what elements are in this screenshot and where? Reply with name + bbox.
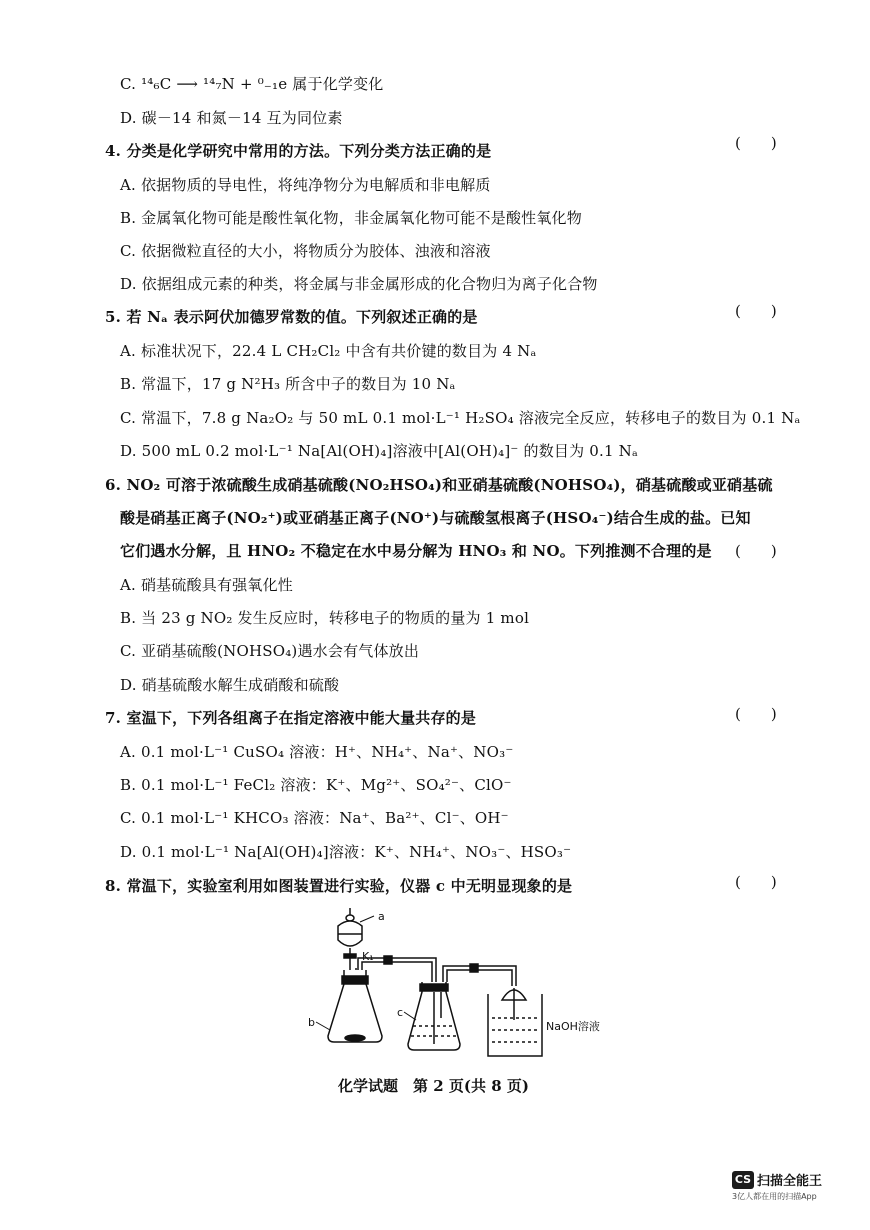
question-4: 4. 分类是化学研究中常用的方法。下列分类方法正确的是	[105, 142, 492, 160]
q4-option-d: D. 依据组成元素的种类，将金属与非金属形成的化合物归为离子化合物	[120, 275, 598, 293]
conical-flask-c	[408, 982, 460, 1050]
q6-option-a: A. 硝基硫酸具有强氧化性	[120, 576, 293, 594]
question-6-line-3: 它们遇水分解，且 HNO₂ 不稳定在水中易分解为 HNO₃ 和 NO。下列推测不合理的是	[120, 542, 712, 560]
watermark-name: 扫描全能王	[757, 1174, 823, 1189]
q4-option-c: C. 依据微粒直径的大小，将物质分为胶体、浊液和溶液	[120, 242, 491, 260]
q7-option-a: A. 0.1 mol·L⁻¹ CuSO₄ 溶液：H⁺、NH₄⁺、Na⁺、NO₃⁻	[120, 743, 514, 761]
q5-option-b: B. 常温下，17 g N²H₃ 所含中子的数目为 10 Nₐ	[120, 375, 456, 393]
question-8: 8. 常温下，实验室利用如图装置进行实验，仪器 c 中无明显现象的是	[105, 877, 573, 895]
q6-option-c: C. 亚硝基硫酸(NOHSO₄)遇水会有气体放出	[120, 642, 420, 660]
scanner-watermark	[732, 1169, 822, 1202]
answer-bracket-5: ( )	[735, 302, 777, 320]
conical-flask-b	[328, 968, 382, 1042]
watermark-subtitle: 3亿人都在用的扫描App	[732, 1192, 817, 1201]
label-c: c	[397, 1006, 404, 1019]
q4-option-a: A. 依据物质的导电性，将纯净物分为电解质和非电解质	[120, 176, 491, 194]
label-a: a	[378, 910, 385, 923]
q7-option-b: B. 0.1 mol·L⁻¹ FeCl₂ 溶液：K⁺、Mg²⁺、SO₄²⁻、ClO⁻	[120, 776, 512, 794]
page-footer: 化学试题 第 2 页(共 8 页)	[338, 1077, 529, 1095]
answer-bracket-6: ( )	[735, 542, 777, 560]
q7-option-c: C. 0.1 mol·L⁻¹ KHCO₃ 溶液：Na⁺、Ba²⁺、Cl⁻、OH⁻	[120, 809, 509, 827]
q5-option-c: C. 常温下，7.8 g Na₂O₂ 与 50 mL 0.1 mol·L⁻¹ H₂SO₄ 溶液完全反应，转移电子的数目为 0.1 Nₐ	[120, 409, 801, 427]
question-6-line-2: 酸是硝基正离子(NO₂⁺)或亚硝基正离子(NO⁺)与硫酸氢根离子(HSO₄⁻)结合生成的盐。已知	[120, 509, 751, 527]
label-b: b	[308, 1016, 315, 1029]
question-6-line-1: 6. NO₂ 可溶于浓硫酸生成硝基硫酸(NO₂HSO₄)和亚硝基硫酸(NOHSO₄)，硝基硫酸或亚硝基硫	[105, 476, 773, 494]
q6-option-d: D. 硝基硫酸水解生成硝酸和硫酸	[120, 676, 340, 694]
q5-option-a: A. 标准状况下，22.4 L CH₂Cl₂ 中含有共价键的数目为 4 Nₐ	[120, 342, 537, 360]
label-k1: K₁	[362, 950, 374, 963]
q7-option-d: D. 0.1 mol·L⁻¹ Na[Al(OH)₄]溶液：K⁺、NH₄⁺、NO₃⁻、HSO₃⁻	[120, 843, 572, 861]
answer-bracket-8: ( )	[735, 873, 777, 891]
label-naoh: NaOH溶液	[546, 1020, 600, 1033]
cs-logo-icon: CS	[732, 1171, 754, 1189]
answer-bracket-4: ( )	[735, 134, 777, 152]
q4-option-b: B. 金属氧化物可能是酸性氧化物，非金属氧化物可能不是酸性氧化物	[120, 209, 582, 227]
question-7: 7. 室温下，下列各组离子在指定溶液中能大量共存的是	[105, 709, 477, 727]
line-option-d-isotope: D. 碳－14 和氮－14 互为同位素	[120, 109, 343, 127]
question-5: 5. 若 Nₐ 表示阿伏加德罗常数的值。下列叙述正确的是	[105, 308, 478, 326]
q6-option-b: B. 当 23 g NO₂ 发生反应时，转移电子的物质的量为 1 mol	[120, 609, 530, 627]
line-option-c-nuclear: C. ¹⁴₆C ⟶ ¹⁴₇N + ⁰₋₁e 属于化学变化	[120, 75, 384, 93]
apparatus-figure	[300, 908, 630, 1063]
q5-option-d: D. 500 mL 0.2 mol·L⁻¹ Na[Al(OH)₄]溶液中[Al(OH)₄]⁻ 的数目为 0.1 Nₐ	[120, 442, 638, 460]
beaker-naoh	[488, 988, 542, 1056]
answer-bracket-7: ( )	[735, 705, 777, 723]
